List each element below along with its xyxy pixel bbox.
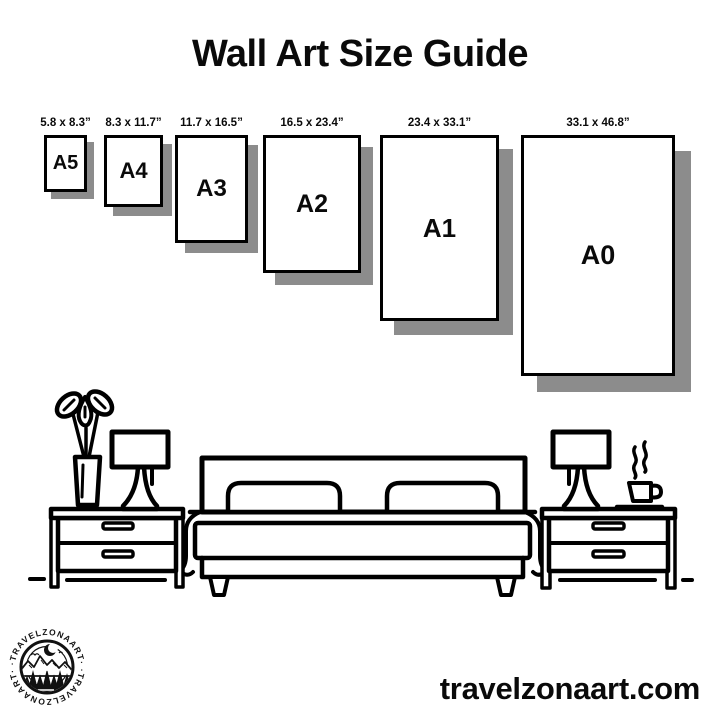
coffee-cup-icon	[617, 442, 662, 507]
table-lamp-icon	[112, 432, 168, 509]
size-dimensions-a5: 5.8 x 8.3”	[40, 117, 91, 129]
paper-code-a5: A5	[52, 152, 79, 174]
size-dimensions-a4: 8.3 x 11.7”	[105, 117, 162, 129]
website-url: travelzonaart.com	[439, 671, 700, 706]
paper-code-a4: A4	[119, 158, 148, 183]
nightstand-icon	[51, 509, 183, 587]
size-dimensions-a2: 16.5 x 23.4”	[280, 117, 344, 129]
nightstand-icon	[542, 509, 675, 588]
table-lamp-icon	[553, 432, 609, 509]
size-dimensions-a1: 23.4 x 33.1”	[407, 117, 472, 129]
paper-code-a3: A3	[196, 175, 227, 202]
paper-code-a2: A2	[296, 189, 328, 218]
pillow-icon	[228, 483, 340, 512]
size-dimensions-a0: 33.1 x 46.8”	[566, 117, 630, 129]
bed-icon	[180, 458, 546, 595]
steam-icon	[644, 442, 646, 472]
pillow-icon	[387, 483, 498, 512]
paper-code-a1: A1	[422, 212, 457, 243]
paper-code-a0: A0	[580, 240, 616, 270]
page-title: Wall Art Size Guide	[191, 33, 529, 75]
logo-text-top: ·TRAVELZONAART·	[7, 626, 87, 666]
logo-text-bottom: ·TRAVELZONAART·	[7, 668, 87, 708]
mountain-badge-logo-icon	[2, 622, 92, 712]
vase-plant-icon	[53, 387, 117, 505]
size-dimensions-a3: 11.7 x 16.5”	[180, 117, 243, 129]
steam-icon	[634, 447, 636, 478]
